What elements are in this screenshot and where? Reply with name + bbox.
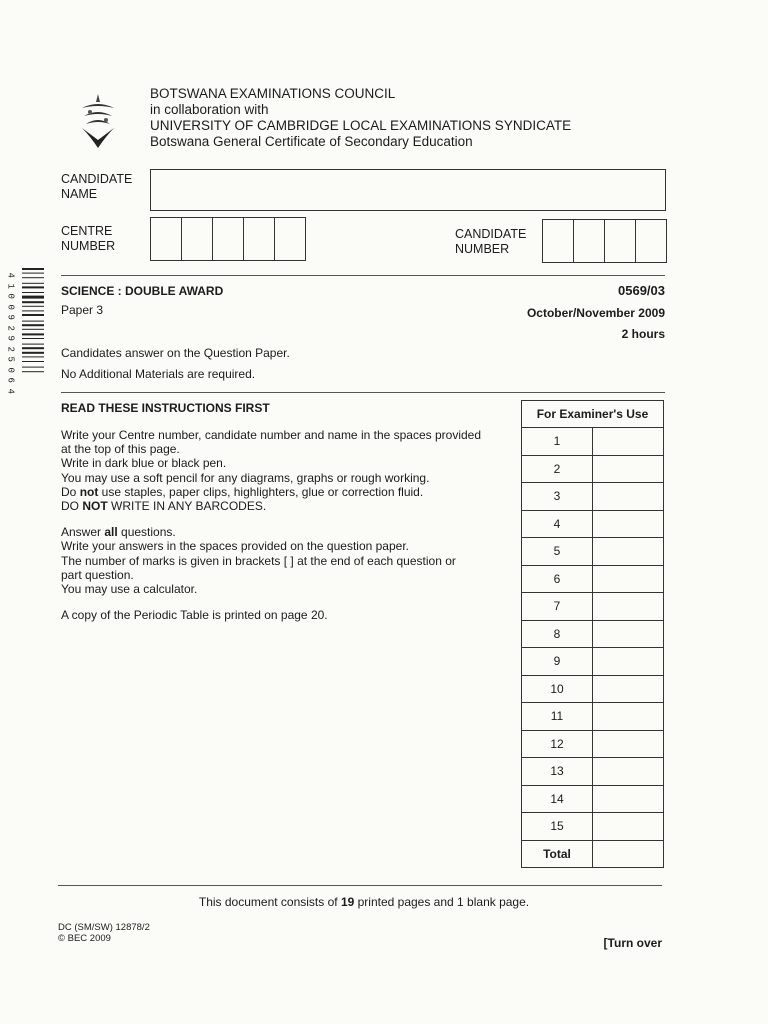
periodic-table-note: A copy of the Periodic Table is printed on page 20. bbox=[61, 608, 328, 623]
materials-note: No Additional Materials are required. bbox=[61, 367, 256, 381]
mark-cell[interactable] bbox=[593, 703, 664, 731]
barcode-number bbox=[4, 270, 16, 396]
mark-cell[interactable] bbox=[593, 428, 664, 456]
table-row: 5 bbox=[522, 538, 664, 566]
instructions-body bbox=[61, 428, 511, 634]
mark-cell[interactable] bbox=[593, 538, 664, 566]
mark-cell[interactable] bbox=[593, 730, 664, 758]
page-count-note: This document consists of 19 printed pages and 1 blank page. bbox=[198, 895, 530, 909]
table-row: 8 bbox=[522, 620, 664, 648]
mark-cell[interactable] bbox=[593, 565, 664, 593]
subject-title: SCIENCE : DOUBLE AWARD bbox=[61, 284, 224, 298]
candidate-name-field[interactable] bbox=[150, 169, 666, 211]
divider bbox=[61, 275, 665, 276]
barcode-digit: 2 bbox=[5, 346, 16, 352]
total-row: Total bbox=[522, 840, 664, 868]
table-row: 4 bbox=[522, 510, 664, 538]
barcode-digit: 4 bbox=[5, 272, 16, 278]
mark-cell[interactable] bbox=[593, 593, 664, 621]
examiner-use-table bbox=[521, 400, 664, 868]
centre-number-cell[interactable] bbox=[151, 218, 181, 260]
barcode-digit: 6 bbox=[5, 377, 16, 383]
mark-cell[interactable] bbox=[593, 510, 664, 538]
barcode-digit: 0 bbox=[5, 304, 16, 310]
header-certificate: Botswana General Certificate of Secondary Education bbox=[150, 134, 473, 149]
paper-code: 0569/03 bbox=[618, 283, 665, 298]
instructions-paragraph: Write your Centre number, candidate number and name in the spaces provided at the top of this page. Write in dark blue or black pen. You may use a soft pencil for any diagrams, graphs or rough working. Do not use staples, paper clips, highlighters, glue or correction fluid. DO NOT WRITE IN ANY BARCODES. bbox=[61, 428, 482, 514]
mark-cell[interactable] bbox=[593, 813, 664, 841]
centre-number-label: CENTRE NUMBER bbox=[61, 224, 116, 253]
mark-cell[interactable] bbox=[593, 483, 664, 511]
table-row: 10 bbox=[522, 675, 664, 703]
barcode-digit: 1 bbox=[5, 283, 16, 289]
centre-number-cell[interactable] bbox=[243, 218, 274, 260]
candidate-name-label: CANDIDATE NAME bbox=[61, 172, 133, 201]
divider bbox=[61, 392, 665, 393]
divider bbox=[58, 885, 662, 886]
exam-duration: 2 hours bbox=[621, 327, 665, 341]
barcode-digit: 9 bbox=[5, 335, 16, 341]
table-row: 15 bbox=[522, 813, 664, 841]
mark-cell[interactable] bbox=[593, 785, 664, 813]
candidate-number-label: CANDIDATE NUMBER bbox=[455, 227, 527, 256]
document-reference: DC (SM/SW) 12878/2 © BEC 2009 bbox=[58, 922, 150, 944]
table-row: 2 bbox=[522, 455, 664, 483]
exam-board-header bbox=[150, 86, 571, 150]
centre-number-boxes[interactable] bbox=[150, 217, 306, 261]
mark-cell[interactable] bbox=[593, 758, 664, 786]
mark-cell[interactable] bbox=[593, 455, 664, 483]
answer-instruction: Candidates answer on the Question Paper. bbox=[61, 346, 290, 360]
table-row: 3 bbox=[522, 483, 664, 511]
centre-number-cell[interactable] bbox=[181, 218, 212, 260]
paper-number: Paper 3 bbox=[61, 303, 104, 317]
turn-over-note: [Turn over bbox=[603, 936, 662, 950]
table-row: 6 bbox=[522, 565, 664, 593]
candidate-number-cell[interactable] bbox=[635, 220, 666, 262]
examiner-table-title: For Examiner's Use bbox=[522, 401, 664, 428]
table-row: 7 bbox=[522, 593, 664, 621]
centre-number-cell[interactable] bbox=[274, 218, 305, 260]
centre-number-cell[interactable] bbox=[212, 218, 243, 260]
header-collaboration: in collaboration with bbox=[150, 102, 269, 117]
header-council: BOTSWANA EXAMINATIONS COUNCIL bbox=[150, 86, 396, 101]
barcode-digit: 4 bbox=[5, 388, 16, 394]
table-row: 13 bbox=[522, 758, 664, 786]
barcode-icon bbox=[20, 266, 46, 406]
header-syndicate: UNIVERSITY OF CAMBRIDGE LOCAL EXAMINATIONS SYNDICATE bbox=[150, 118, 572, 133]
table-row: 1 bbox=[522, 428, 664, 456]
candidate-number-cell[interactable] bbox=[543, 220, 573, 262]
exam-session: October/November 2009 bbox=[526, 306, 665, 320]
bec-logo-icon bbox=[76, 92, 120, 150]
mark-cell[interactable] bbox=[593, 648, 664, 676]
mark-cell[interactable] bbox=[593, 620, 664, 648]
instructions-paragraph: Answer all questions. Write your answers in the spaces provided on the question paper. The number of marks is given in brackets [ ] at the end of each question or part question. You may use a calculator. bbox=[61, 525, 456, 597]
instructions-heading: READ THESE INSTRUCTIONS FIRST bbox=[61, 401, 270, 415]
barcode-digit: 9 bbox=[5, 314, 16, 320]
barcode-digit: 2 bbox=[5, 325, 16, 331]
candidate-number-boxes[interactable] bbox=[542, 219, 667, 263]
table-row: 9 bbox=[522, 648, 664, 676]
table-row: 11 bbox=[522, 703, 664, 731]
mark-cell[interactable] bbox=[593, 675, 664, 703]
table-row: 12 bbox=[522, 730, 664, 758]
barcode-digit: 0 bbox=[5, 367, 16, 373]
candidate-number-cell[interactable] bbox=[573, 220, 604, 262]
table-row: 14 bbox=[522, 785, 664, 813]
barcode-digit: 0 bbox=[5, 293, 16, 299]
barcode-digit: 5 bbox=[5, 356, 16, 362]
total-mark-cell[interactable] bbox=[593, 840, 664, 868]
candidate-number-cell[interactable] bbox=[604, 220, 635, 262]
